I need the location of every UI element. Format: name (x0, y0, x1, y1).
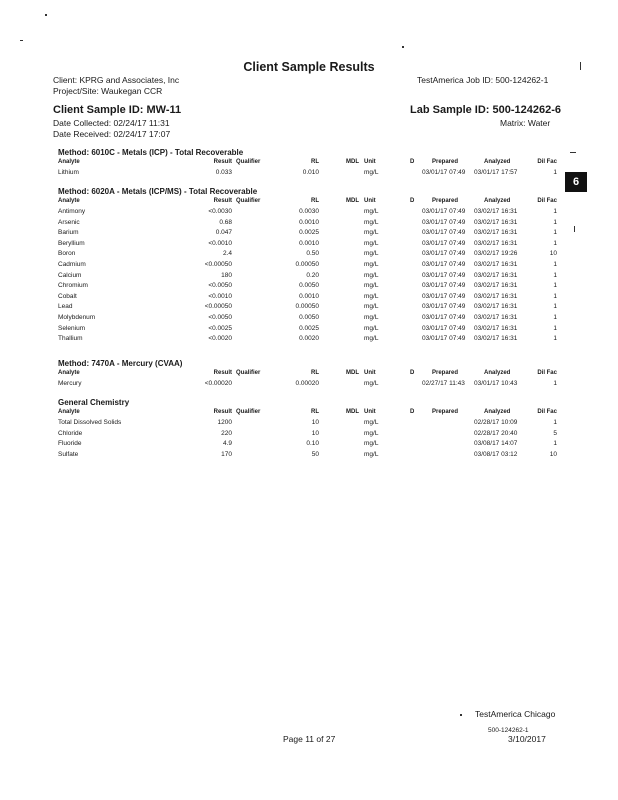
table-cell-prepared: 03/01/17 07:49 (422, 208, 466, 215)
table-cell-analyzed: 02/28/17 20:40 (474, 429, 518, 437)
table-cell-result: 0.68 (219, 218, 232, 226)
column-header: Dil Fac (537, 159, 557, 165)
table-cell-analyzed: 03/02/17 16:31 (474, 335, 518, 343)
column-header: Result (213, 159, 232, 165)
table-cell-unit: mg/L (364, 261, 379, 268)
column-header: Qualifier (236, 198, 261, 204)
table-cell-result: <0.0025 (208, 324, 232, 332)
column-header: Analyzed (484, 409, 511, 415)
table-cell-prepared: 03/01/17 07:49 (422, 292, 466, 300)
table-cell-rl: 0.00020 (295, 380, 319, 387)
column-header: Prepared (432, 159, 459, 165)
table-cell-prepared: 03/01/17 07:49 (422, 335, 466, 343)
table-cell-analyte: Thallium (58, 335, 83, 343)
column-header: Analyte (58, 409, 80, 415)
column-header: Qualifier (236, 409, 261, 415)
date-collected: Date Collected: 02/24/17 11:31 (53, 118, 170, 128)
table-cell-dil: 1 (553, 282, 557, 290)
table-cell-analyte: Beryllium (58, 239, 85, 247)
table-cell-result: 4.9 (222, 440, 232, 448)
table-cell-analyte: Cadmium (58, 261, 86, 268)
table-cell-analyte: Chloride (58, 429, 83, 437)
section-tab-marker: 6 (565, 172, 587, 192)
table-cell-dil: 1 (553, 239, 557, 247)
footer-doc-id: 500-124262-1 (488, 727, 529, 734)
table-cell-unit: mg/L (364, 229, 379, 237)
lab-sample-id: Lab Sample ID: 500-124262-6 (410, 104, 562, 116)
column-header: Unit (364, 159, 376, 165)
table-cell-dil: 10 (549, 450, 557, 458)
table-cell-rl: 0.00050 (295, 261, 319, 268)
column-header: MDL (346, 409, 359, 415)
client-name: Client: KPRG and Associates, Inc (53, 75, 180, 85)
table-cell-dil: 1 (553, 218, 557, 226)
table-cell-dil: 1 (553, 324, 557, 332)
column-header: Analyte (58, 159, 80, 165)
table-cell-analyte: Antimony (58, 208, 86, 215)
table-cell-analyte: Barium (58, 229, 79, 237)
column-header: Qualifier (236, 159, 261, 165)
project-site: Project/Site: Waukegan CCR (53, 86, 163, 96)
table-cell-rl: 50 (311, 450, 319, 458)
table-cell-result: <0.0010 (208, 239, 232, 247)
table-cell-result: 180 (221, 271, 232, 279)
table-cell-analyte: Boron (58, 250, 76, 258)
table-cell-prepared: 03/01/17 07:49 (422, 250, 466, 258)
table-cell-rl: 0.0020 (299, 335, 319, 343)
footer-page-number: Page 11 of 27 (283, 734, 336, 744)
table-cell-analyzed: 03/02/17 16:31 (474, 218, 518, 226)
column-header: Prepared (432, 198, 459, 204)
table-cell-result: 220 (221, 429, 232, 437)
table-cell-analyte: Mercury (58, 380, 82, 387)
table-cell-rl: 0.010 (302, 169, 319, 176)
table-cell-dil: 1 (553, 208, 557, 215)
column-header: Analyte (58, 198, 80, 204)
table-cell-analyte: Selenium (58, 324, 86, 332)
table-cell-unit: mg/L (364, 429, 379, 437)
table-cell-unit: mg/L (364, 208, 379, 215)
table-cell-result: <0.0030 (208, 208, 232, 215)
table-cell-unit: mg/L (364, 282, 379, 290)
table-cell-analyte: Fluoride (58, 440, 82, 448)
column-header: Unit (364, 409, 376, 415)
table-cell-analyzed: 03/01/17 17:57 (474, 169, 518, 176)
scan-speck (580, 62, 581, 70)
table-cell-analyzed: 03/02/17 16:31 (474, 261, 518, 268)
table-cell-dil: 5 (553, 429, 557, 437)
table-cell-result: <0.0020 (208, 335, 232, 343)
table-cell-analyzed: 03/02/17 16:31 (474, 303, 518, 311)
table-cell-dil: 1 (553, 419, 557, 426)
scan-speck (570, 152, 576, 153)
section-title: Method: 7470A - Mercury (CVAA) (58, 359, 183, 368)
column-header: Dil Fac (537, 370, 557, 376)
column-header: RL (311, 159, 319, 165)
page-title: Client Sample Results (243, 60, 375, 74)
table-cell-dil: 1 (553, 314, 557, 321)
column-header: Qualifier (236, 370, 261, 376)
column-header: RL (311, 409, 319, 415)
table-cell-prepared: 03/01/17 07:49 (422, 239, 466, 247)
table-cell-dil: 1 (553, 261, 557, 268)
table-cell-unit: mg/L (364, 380, 379, 387)
client-sample-id: Client Sample ID: MW-11 (53, 104, 182, 116)
scan-speck (20, 40, 23, 41)
section-title: Method: 6020A - Metals (ICP/MS) - Total Recoverable (58, 187, 258, 196)
column-header: RL (311, 198, 319, 204)
table-cell-result: 0.033 (215, 169, 232, 176)
column-header: D (410, 198, 415, 204)
table-cell-unit: mg/L (364, 239, 379, 247)
table-cell-analyzed: 02/28/17 10:09 (474, 419, 518, 426)
table-cell-analyte: Cobalt (58, 292, 77, 300)
table-cell-rl: 0.0050 (299, 314, 319, 321)
table-cell-unit: mg/L (364, 271, 379, 279)
table-cell-analyzed: 03/02/17 16:31 (474, 282, 518, 290)
table-cell-result: <0.0050 (208, 282, 232, 290)
column-header: D (410, 159, 415, 165)
table-cell-unit: mg/L (364, 324, 379, 332)
table-cell-rl: 0.0025 (299, 229, 319, 237)
table-cell-rl: 0.0010 (299, 292, 319, 300)
column-header: RL (311, 370, 319, 376)
table-cell-unit: mg/L (364, 419, 379, 426)
table-cell-analyte: Chromium (58, 282, 88, 290)
table-cell-analyte: Calcium (58, 271, 82, 279)
table-cell-analyte: Lithium (58, 169, 79, 176)
table-cell-prepared: 03/01/17 07:49 (422, 229, 466, 237)
scan-speck (402, 46, 404, 48)
table-cell-rl: 0.50 (306, 250, 319, 258)
table-cell-unit: mg/L (364, 314, 379, 321)
table-cell-dil: 10 (549, 250, 557, 258)
table-cell-analyzed: 03/02/17 16:31 (474, 208, 518, 215)
table-cell-rl: 0.0010 (299, 218, 319, 226)
table-cell-analyzed: 03/08/17 03:12 (474, 450, 518, 458)
column-header: Unit (364, 370, 376, 376)
footer-date: 3/10/2017 (508, 734, 546, 744)
column-header: Prepared (432, 409, 459, 415)
column-header: Dil Fac (537, 198, 557, 204)
scan-speck (574, 226, 575, 232)
table-cell-analyzed: 03/02/17 16:31 (474, 229, 518, 237)
table-cell-analyzed: 03/02/17 16:31 (474, 324, 518, 332)
table-cell-result: <0.00050 (204, 303, 232, 311)
column-header: MDL (346, 159, 359, 165)
table-cell-dil: 1 (553, 440, 557, 448)
table-cell-result: <0.0050 (208, 314, 232, 321)
column-header: Unit (364, 198, 376, 204)
table-cell-rl: 10 (311, 419, 319, 426)
table-cell-dil: 1 (553, 335, 557, 343)
column-header: Dil Fac (537, 409, 557, 415)
table-cell-unit: mg/L (364, 292, 379, 300)
table-cell-analyzed: 03/02/17 16:31 (474, 292, 518, 300)
table-cell-dil: 1 (553, 292, 557, 300)
table-cell-rl: 0.0050 (299, 282, 319, 290)
matrix: Matrix: Water (500, 118, 551, 128)
table-cell-prepared: 03/01/17 07:49 (422, 282, 466, 290)
column-header: Analyzed (484, 370, 511, 376)
table-cell-result: 2.4 (222, 250, 232, 258)
table-cell-rl: 0.00050 (295, 303, 319, 311)
table-cell-unit: mg/L (364, 450, 379, 458)
section-title: General Chemistry (58, 398, 130, 407)
column-header: Analyzed (484, 159, 511, 165)
column-header: MDL (346, 370, 359, 376)
table-cell-dil: 1 (553, 380, 557, 387)
job-id: TestAmerica Job ID: 500-124262-1 (417, 75, 549, 85)
table-cell-unit: mg/L (364, 218, 379, 226)
column-header: Prepared (432, 370, 459, 376)
table-cell-analyzed: 03/02/17 16:31 (474, 271, 518, 279)
table-cell-unit: mg/L (364, 440, 379, 448)
table-cell-analyte: Lead (58, 303, 73, 311)
table-cell-unit: mg/L (364, 169, 379, 176)
table-cell-unit: mg/L (364, 303, 379, 311)
table-cell-result: <0.00050 (204, 261, 232, 268)
table-cell-analyzed: 03/02/17 16:31 (474, 239, 518, 247)
table-cell-result: 0.047 (215, 229, 232, 237)
table-cell-analyzed: 03/02/17 19:26 (474, 250, 518, 258)
table-cell-prepared: 03/01/17 07:49 (422, 261, 466, 268)
table-cell-prepared: 03/01/17 07:49 (422, 314, 466, 321)
table-cell-dil: 1 (553, 271, 557, 279)
table-cell-analyzed: 03/08/17 14:07 (474, 440, 518, 448)
column-header: D (410, 370, 415, 376)
section-title: Method: 6010C - Metals (ICP) - Total Recoverable (58, 148, 244, 157)
column-header: Result (213, 198, 232, 204)
table-cell-result: 170 (221, 450, 232, 458)
column-header: Result (213, 370, 232, 376)
scan-speck (460, 714, 462, 716)
table-cell-prepared: 02/27/17 11:43 (422, 380, 465, 387)
footer-company: TestAmerica Chicago (475, 709, 556, 719)
table-cell-analyte: Sulfate (58, 450, 79, 458)
table-cell-dil: 1 (553, 169, 557, 176)
date-received: Date Received: 02/24/17 17:07 (53, 129, 171, 139)
column-header: Analyzed (484, 198, 511, 204)
table-cell-analyte: Molybdenum (58, 314, 96, 321)
table-cell-unit: mg/L (364, 250, 379, 258)
table-cell-prepared: 03/01/17 07:49 (422, 218, 466, 226)
table-cell-analyzed: 03/01/17 10:43 (474, 380, 518, 387)
table-cell-result: <0.00020 (204, 380, 232, 387)
scan-speck (45, 14, 47, 16)
table-cell-rl: 0.20 (306, 271, 319, 279)
table-cell-result: 1200 (217, 419, 232, 426)
table-cell-dil: 1 (553, 229, 557, 237)
table-cell-dil: 1 (553, 303, 557, 311)
table-cell-rl: 10 (311, 429, 319, 437)
column-header: Result (213, 409, 232, 415)
table-cell-result: <0.0010 (208, 292, 232, 300)
table-cell-analyte: Total Dissolved Solids (58, 419, 122, 426)
column-header: Analyte (58, 370, 80, 376)
table-cell-rl: 0.0030 (299, 208, 319, 215)
column-header: MDL (346, 198, 359, 204)
table-cell-unit: mg/L (364, 335, 379, 343)
table-cell-prepared: 03/01/17 07:49 (422, 303, 466, 311)
table-cell-analyte: Arsenic (58, 218, 80, 226)
table-cell-analyzed: 03/02/17 16:31 (474, 314, 518, 321)
table-cell-rl: 0.0025 (299, 324, 319, 332)
table-cell-prepared: 03/01/17 07:49 (422, 324, 466, 332)
table-cell-rl: 0.0010 (299, 239, 319, 247)
table-cell-prepared: 03/01/17 07:49 (422, 271, 466, 279)
table-cell-prepared: 03/01/17 07:49 (422, 169, 466, 176)
column-header: D (410, 409, 415, 415)
table-cell-rl: 0.10 (306, 440, 319, 448)
